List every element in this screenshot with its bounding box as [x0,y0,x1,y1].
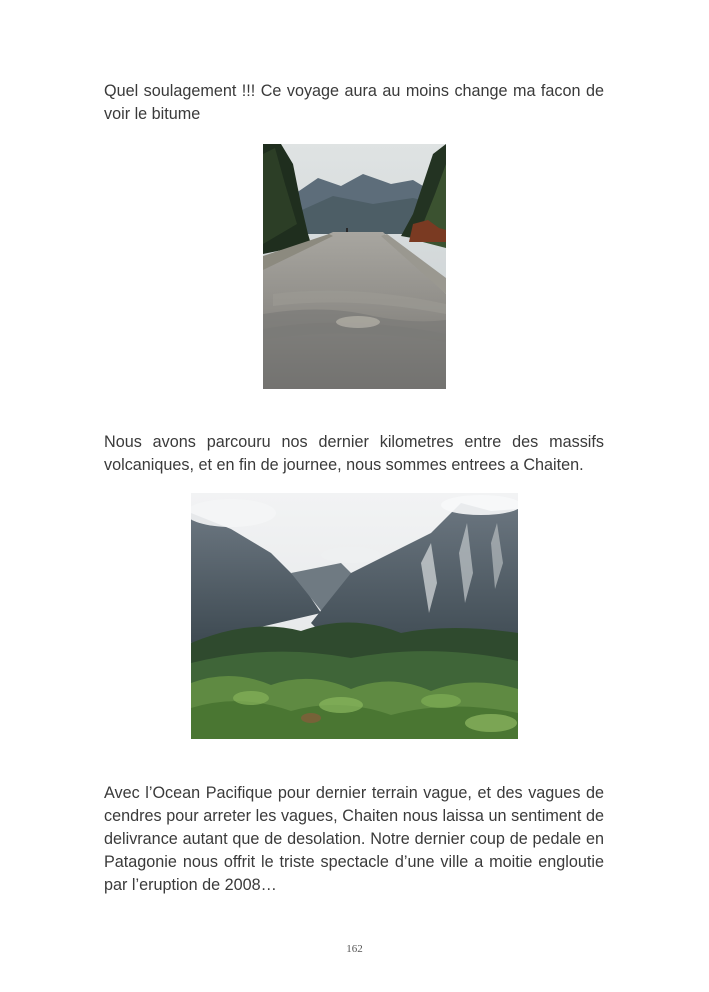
photo-gravel-road-image [263,144,446,389]
photo-volcanic-mountains-image [191,493,518,739]
photo-volcanic-mountains [191,493,518,739]
paragraph-road-relief: Quel soulagement !!! Ce voyage aura au moins change ma facon de voir le bitume [104,82,604,123]
paragraph-pacific-desolation: Avec l’Ocean Pacifique pour dernier terrain vague, et des vagues de cendres pour arreter les vagues, Chaiten nous laissa un sentiment de delivrance autant que de desolation. Notre dernier coup de pedale en Patagonie nous offrit le triste spectacle d’une ville a moitie engloutie par l’eruption de 2008… [104,784,604,894]
page-number: 162 [346,943,363,955]
paragraph-arrival-chaiten: Nous avons parcouru nos dernier kilometres entre des massifs volcaniques, et en fin de journee, nous sommes entrees a Chaiten. [104,433,604,474]
photo-gravel-road [263,144,446,389]
